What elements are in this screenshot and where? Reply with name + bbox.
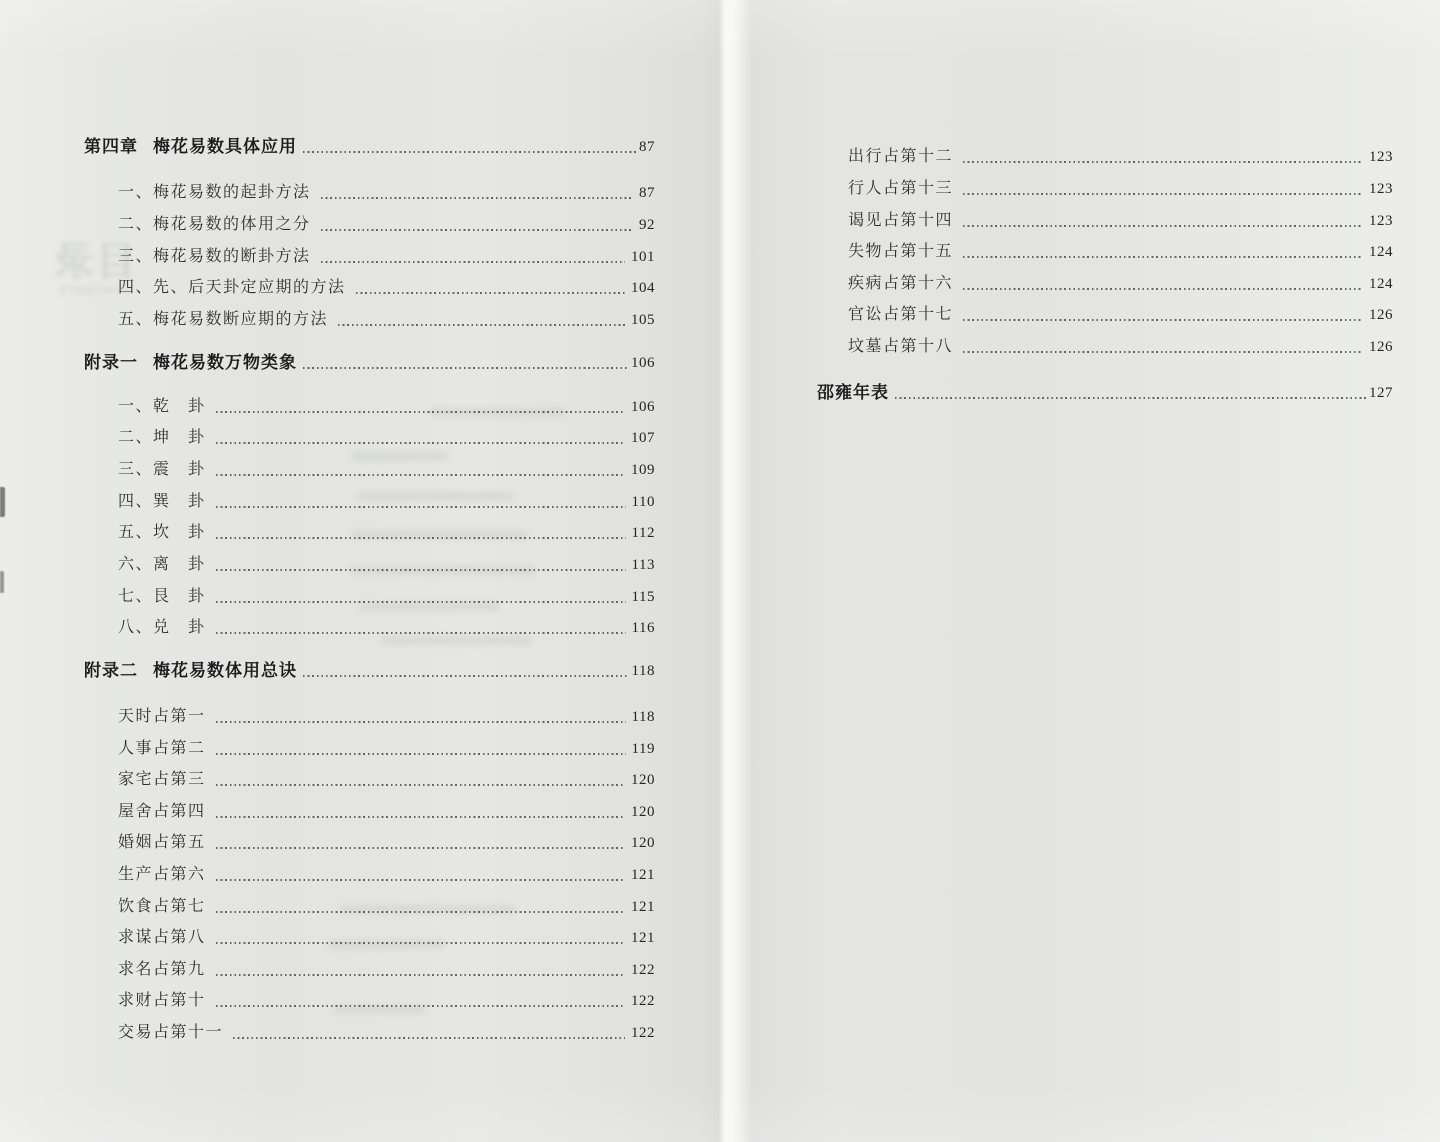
scan-edge-mark <box>0 487 5 517</box>
section-label: 第四章 <box>84 137 138 156</box>
dotted-leader <box>216 753 626 755</box>
dotted-leader <box>216 847 625 849</box>
dotted-leader <box>303 675 629 677</box>
dotted-leader <box>963 225 1363 227</box>
toc-entry-title: 三、震 卦 <box>118 461 206 478</box>
dotted-leader <box>321 261 625 263</box>
toc-entry <box>118 927 655 949</box>
toc-entry <box>118 554 655 576</box>
section-label: 附录二 <box>84 661 138 680</box>
toc-entry-title: 八、兑 卦 <box>118 619 206 636</box>
toc-entry-title: 一、乾 卦 <box>118 398 206 415</box>
toc-entry-page: 124 <box>1369 244 1393 260</box>
toc-entry-title: 一、梅花易数的起卦方法 <box>118 184 311 201</box>
toc-entry <box>118 738 655 760</box>
toc-entry-page: 105 <box>631 312 655 328</box>
dotted-leader <box>303 151 636 153</box>
toc-entry-title: 五、梅花易数断应期的方法 <box>118 311 329 328</box>
toc-entry <box>118 864 655 886</box>
toc-entry-page: 121 <box>631 899 655 915</box>
dotted-leader <box>321 197 633 199</box>
toc-entry-page: 124 <box>1369 276 1393 292</box>
toc-entry-title: 四、先、后天卦定应期的方法 <box>118 279 346 296</box>
toc-section-heading <box>84 660 655 682</box>
toc-entry-page: 112 <box>631 525 655 541</box>
toc-entry-title: 求名占第九 <box>118 961 206 978</box>
toc-entry-page: 126 <box>1369 339 1393 355</box>
section-page-number: 127 <box>1369 385 1393 401</box>
section-page-number: 118 <box>631 663 655 679</box>
toc-entry <box>118 896 655 918</box>
toc-entry <box>848 178 1393 200</box>
toc-entry <box>118 214 655 236</box>
toc-entry-page: 120 <box>631 835 655 851</box>
toc-entry-page: 109 <box>631 462 655 478</box>
dotted-leader <box>216 816 625 818</box>
scan-edge-mark <box>0 571 4 593</box>
dotted-leader <box>963 193 1363 195</box>
toc-entry-page: 116 <box>631 620 655 636</box>
dotted-leader <box>216 911 625 913</box>
toc-entry-title: 家宅占第三 <box>118 771 206 788</box>
dotted-leader <box>216 632 626 634</box>
toc-entry-title: 谒见占第十四 <box>848 212 954 229</box>
toc-entry-title: 天时占第一 <box>118 708 206 725</box>
toc-entry-title: 失物占第十五 <box>848 243 954 260</box>
toc-entry-page: 120 <box>631 772 655 788</box>
dotted-leader <box>963 288 1363 290</box>
toc-entry-title: 人事占第二 <box>118 740 206 757</box>
dotted-leader <box>216 569 626 571</box>
toc-entry-page: 92 <box>639 217 655 233</box>
dotted-leader <box>895 397 1366 399</box>
toc-entry-page: 123 <box>1369 149 1393 165</box>
toc-entry-page: 122 <box>631 962 655 978</box>
section-label: 附录一 <box>84 353 138 372</box>
dotted-leader <box>216 506 626 508</box>
toc-entry <box>118 586 655 608</box>
dotted-leader <box>216 1005 625 1007</box>
toc-entry <box>848 273 1393 295</box>
toc-entry-page: 122 <box>631 1025 655 1041</box>
section-title: 梅花易数具体应用 <box>153 137 297 156</box>
dotted-leader <box>338 324 625 326</box>
dotted-leader <box>216 974 625 976</box>
toc-entry <box>118 959 655 981</box>
toc-entry-page: 87 <box>639 185 655 201</box>
toc-entry <box>848 241 1393 263</box>
toc-entry-title: 生产占第六 <box>118 866 206 883</box>
dotted-leader <box>216 601 626 603</box>
dotted-leader <box>303 367 628 369</box>
dotted-leader <box>216 784 625 786</box>
section-page-number: 106 <box>631 355 655 371</box>
dotted-leader <box>963 351 1363 353</box>
dotted-leader <box>963 161 1363 163</box>
toc-entry-page: 104 <box>631 280 655 296</box>
toc-entry-page: 110 <box>631 494 655 510</box>
dotted-leader <box>321 229 633 231</box>
toc-entry <box>848 336 1393 358</box>
dotted-leader <box>216 942 625 944</box>
bleedthrough-subtitle: CONTENTS <box>57 285 131 297</box>
toc-entry-page: 118 <box>631 709 655 725</box>
section-title: 邵雍年表 <box>817 383 889 402</box>
section-title: 梅花易数体用总诀 <box>153 661 297 680</box>
toc-entry-title: 二、梅花易数的体用之分 <box>118 216 311 233</box>
toc-entry <box>118 832 655 854</box>
toc-entry-title: 五、坎 卦 <box>118 524 206 541</box>
toc-entry <box>118 427 655 449</box>
toc-entry-title: 官讼占第十七 <box>848 306 954 323</box>
toc-entry-title: 疾病占第十六 <box>848 275 954 292</box>
toc-entry-title: 交易占第十一 <box>118 1024 224 1041</box>
toc-entry-title: 四、巽 卦 <box>118 493 206 510</box>
toc-entry-title: 二、坤 卦 <box>118 429 206 446</box>
dotted-leader <box>216 537 626 539</box>
toc-entry-title: 三、梅花易数的断卦方法 <box>118 248 311 265</box>
toc-entry <box>118 246 655 268</box>
toc-entry <box>848 146 1393 168</box>
toc-entry <box>118 617 655 639</box>
dotted-leader <box>216 879 625 881</box>
toc-entry-title: 六、离 卦 <box>118 556 206 573</box>
dotted-leader <box>356 292 625 294</box>
toc-entry-page: 115 <box>631 589 655 605</box>
dotted-leader <box>216 411 625 413</box>
toc-entry <box>118 491 655 513</box>
dotted-leader <box>216 721 626 723</box>
toc-section-heading <box>84 136 655 158</box>
right-page <box>735 0 1440 1142</box>
toc-entry-page: 120 <box>631 804 655 820</box>
toc-entry-page: 122 <box>631 993 655 1009</box>
toc-entry-title: 求财占第十 <box>118 992 206 1009</box>
toc-entry-page: 119 <box>631 741 655 757</box>
toc-entry-page: 123 <box>1369 181 1393 197</box>
toc-entry <box>118 1022 655 1044</box>
toc-entry-title: 七、艮 卦 <box>118 588 206 605</box>
toc-entry-page: 123 <box>1369 213 1393 229</box>
toc-entry-page: 107 <box>631 430 655 446</box>
toc-entry-title: 出行占第十二 <box>848 148 954 165</box>
toc-entry-page: 106 <box>631 399 655 415</box>
dotted-leader <box>963 319 1363 321</box>
dotted-leader <box>963 256 1363 258</box>
dotted-leader <box>233 1037 625 1039</box>
toc-entry-page: 113 <box>631 557 655 573</box>
toc-entry-title: 求谋占第八 <box>118 929 206 946</box>
toc-entry-page: 121 <box>631 867 655 883</box>
toc-entry <box>848 210 1393 232</box>
toc-entry <box>118 277 655 299</box>
toc-entry-title: 屋舍占第四 <box>118 803 206 820</box>
section-page-number: 87 <box>639 139 655 155</box>
toc-entry <box>118 769 655 791</box>
toc-entry-page: 126 <box>1369 307 1393 323</box>
section-title: 梅花易数万物类象 <box>153 353 297 372</box>
toc-entry <box>118 522 655 544</box>
toc-entry-page: 121 <box>631 930 655 946</box>
toc-entry-page: 101 <box>631 249 655 265</box>
toc-entry-title: 坟墓占第十八 <box>848 338 954 355</box>
toc-entry <box>118 309 655 331</box>
toc-section-heading <box>84 352 655 374</box>
dotted-leader <box>216 474 625 476</box>
toc-entry-title: 婚姻占第五 <box>118 834 206 851</box>
toc-entry-title: 行人占第十三 <box>848 180 954 197</box>
toc-entry <box>118 459 655 481</box>
toc-entry <box>118 396 655 418</box>
toc-entry <box>118 706 655 728</box>
toc-entry <box>118 990 655 1012</box>
toc-entry-title: 饮食占第七 <box>118 898 206 915</box>
toc-section-heading <box>817 382 1393 404</box>
bleedthrough-title: 目录 <box>52 240 136 284</box>
toc-entry <box>848 304 1393 326</box>
dotted-leader <box>216 442 625 444</box>
toc-entry <box>118 801 655 823</box>
toc-entry <box>118 182 655 204</box>
